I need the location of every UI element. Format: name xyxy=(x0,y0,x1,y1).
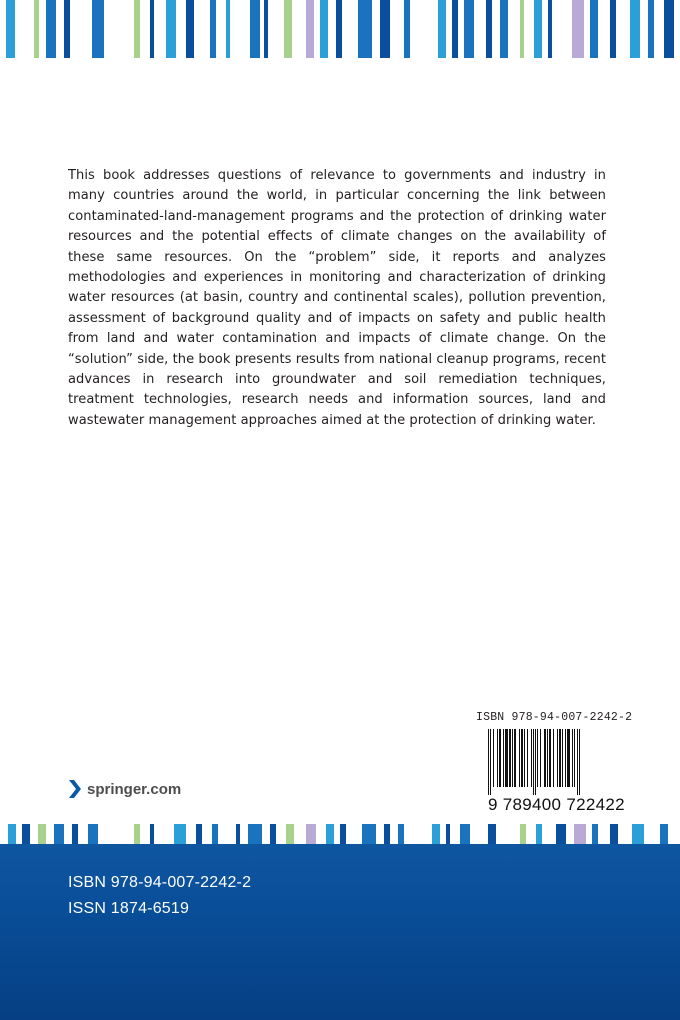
decorative-stripe xyxy=(270,824,276,844)
decorative-stripe xyxy=(446,824,450,844)
decorative-stripe xyxy=(486,0,492,58)
barcode-bar xyxy=(577,729,578,795)
springer-link[interactable] xyxy=(68,779,181,799)
barcode-bar xyxy=(527,729,528,787)
decorative-stripe xyxy=(632,824,644,844)
decorative-stripe xyxy=(210,0,216,58)
decorative-stripe xyxy=(488,824,496,844)
barcode-bar xyxy=(488,729,489,795)
barcode-bar xyxy=(505,729,508,787)
decorative-stripe xyxy=(150,824,154,844)
decorative-stripe xyxy=(362,824,376,844)
decorative-stripe xyxy=(572,0,584,58)
barcode-bar xyxy=(565,729,566,787)
footer-panel xyxy=(0,844,680,1020)
barcode xyxy=(488,729,625,814)
barcode-bar xyxy=(559,729,561,787)
decorative-stripe xyxy=(536,824,542,844)
decorative-stripe xyxy=(520,0,524,58)
top-decorative-stripes xyxy=(0,0,680,58)
barcode-bar xyxy=(535,729,536,795)
barcode-bar xyxy=(497,729,498,787)
decorative-stripe xyxy=(284,0,292,58)
barcode-block xyxy=(476,711,633,814)
barcode-bar xyxy=(503,729,504,787)
decorative-stripe xyxy=(590,0,598,58)
barcode-bar xyxy=(509,729,511,787)
decorative-stripe xyxy=(610,0,616,58)
decorative-stripe xyxy=(88,824,98,844)
decorative-stripe xyxy=(460,824,470,844)
decorative-stripe xyxy=(520,824,526,844)
barcode-bar xyxy=(549,729,551,787)
barcode-bar xyxy=(493,729,494,787)
decorative-stripe xyxy=(212,824,218,844)
decorative-stripe xyxy=(134,0,140,58)
decorative-stripe xyxy=(250,0,260,58)
decorative-stripe xyxy=(8,824,16,844)
decorative-stripe xyxy=(336,0,342,58)
decorative-stripe xyxy=(664,0,674,58)
decorative-stripe xyxy=(432,824,440,844)
decorative-stripe xyxy=(38,824,46,844)
barcode-bar xyxy=(531,729,532,787)
decorative-stripe xyxy=(464,0,474,58)
decorative-stripe xyxy=(548,0,552,58)
barcode-bar xyxy=(562,729,563,787)
decorative-stripe xyxy=(6,0,15,58)
decorative-stripe xyxy=(534,0,542,58)
decorative-stripe xyxy=(46,0,56,58)
barcode-bar xyxy=(544,729,546,787)
barcode-bar xyxy=(540,729,541,787)
barcode-bar xyxy=(574,729,575,787)
barcode-bar xyxy=(519,729,520,787)
barcode-bar xyxy=(557,729,558,787)
decorative-stripe xyxy=(648,0,654,58)
decorative-stripe xyxy=(72,824,78,844)
decorative-stripe xyxy=(574,824,586,844)
decorative-stripe xyxy=(660,824,668,844)
decorative-stripe xyxy=(306,0,314,58)
barcode-bar xyxy=(524,729,525,787)
decorative-stripe xyxy=(248,824,262,844)
barcode-isbn-label: ISBN 978-94-007-2242-2 xyxy=(476,711,633,724)
decorative-stripe xyxy=(592,824,598,844)
barcode-bar xyxy=(579,729,580,795)
decorative-stripe xyxy=(398,824,404,844)
barcode-bar xyxy=(512,729,513,787)
decorative-stripe xyxy=(404,0,410,58)
barcode-digits: 9 789400 722422 xyxy=(488,795,625,814)
decorative-stripe xyxy=(384,824,390,844)
footer-isbn: ISBN 978-94-007-2242-2 xyxy=(68,874,252,891)
decorative-stripe xyxy=(610,824,618,844)
decorative-stripe xyxy=(264,0,268,58)
decorative-stripe xyxy=(438,0,446,58)
barcode-bar xyxy=(572,729,573,787)
decorative-stripe xyxy=(174,824,186,844)
decorative-stripe xyxy=(306,824,316,844)
decorative-stripe xyxy=(196,824,202,844)
decorative-stripe xyxy=(326,824,334,844)
decorative-stripe xyxy=(380,0,390,58)
barcode-bar xyxy=(547,729,548,787)
springer-link-label: springer.com xyxy=(87,780,182,798)
decorative-stripe xyxy=(150,0,154,58)
decorative-stripe xyxy=(34,0,39,58)
decorative-stripe xyxy=(92,0,104,58)
middle-decorative-stripes xyxy=(0,824,680,844)
decorative-stripe xyxy=(22,824,30,844)
barcode-bar xyxy=(521,729,523,787)
barcode-bar xyxy=(553,729,554,787)
barcode-bar xyxy=(567,729,570,787)
barcode-bar xyxy=(490,729,491,795)
decorative-stripe xyxy=(236,824,240,844)
decorative-stripe xyxy=(340,824,346,844)
chevron-right-icon xyxy=(68,779,82,799)
barcode-bar xyxy=(537,729,538,787)
decorative-stripe xyxy=(358,0,372,58)
decorative-stripe xyxy=(226,0,230,58)
decorative-stripe xyxy=(320,0,328,58)
barcode-bar xyxy=(533,729,534,795)
decorative-stripe xyxy=(166,0,176,58)
decorative-stripe xyxy=(452,0,458,58)
decorative-stripe xyxy=(64,0,70,58)
decorative-stripe xyxy=(556,824,566,844)
decorative-stripe xyxy=(186,0,194,58)
decorative-stripe xyxy=(134,824,140,844)
back-cover-description: This book addresses questions of relevance to governments and industry in many countries around the world, in particular concerning the link between contaminated-land-management programs and the protection of drinking water resources and the potential effects of climate changes on the availability of these same resources. On the “problem” side, it reports and analyzes methodologies and experiences in monitoring and characterization of drinking water resources (at basin, country and continental scales), pollution prevention, assessment of background quality and of impacts on safety and public health from land and water contamination and impacts of climate change. On the “solution” side, the book presents results from national cleanup programs, recent advances in research into groundwater and soil remediation techniques, treatment technologies, research needs and information sources, land and wastewater management approaches aimed at the protection of drinking water. xyxy=(68,168,606,428)
barcode-bar xyxy=(514,729,516,787)
decorative-stripe xyxy=(286,824,294,844)
decorative-stripe xyxy=(54,824,64,844)
barcode-bar xyxy=(499,729,501,787)
decorative-stripe xyxy=(630,0,640,58)
decorative-stripe xyxy=(500,0,508,58)
footer-issn: ISSN 1874-6519 xyxy=(68,900,190,917)
